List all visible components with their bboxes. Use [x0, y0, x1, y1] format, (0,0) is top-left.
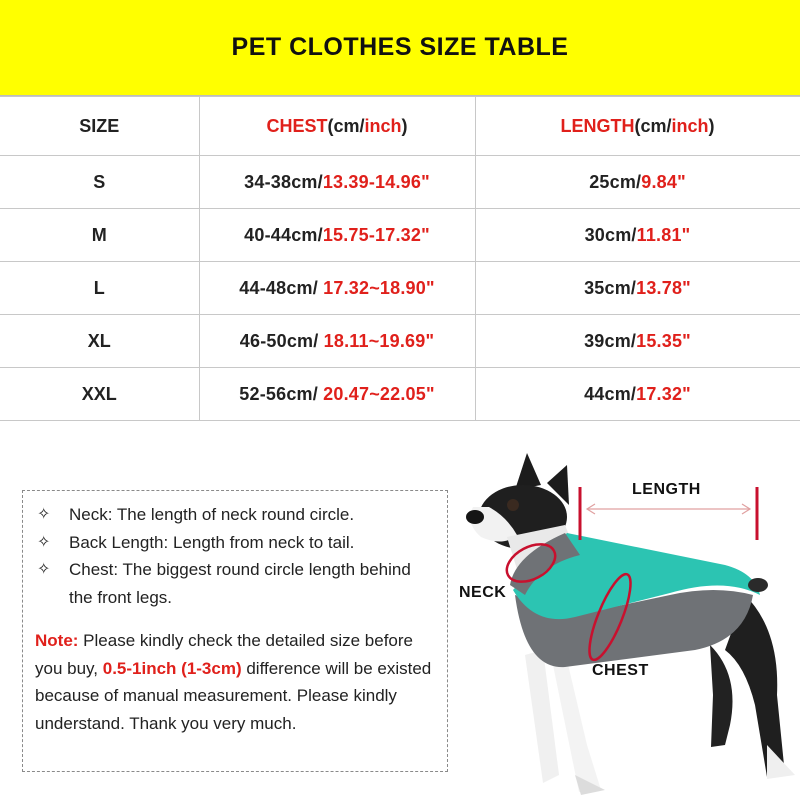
note-paragraph: Note: Please kindly check the detailed size before you buy, 0.5-1inch (1-3cm) difference will be existed because of manual measurement. Please kindly understand. Thank you very much.	[35, 631, 432, 733]
header-chest: CHEST(cm/inch)	[199, 97, 475, 156]
length-cell: 30cm/11.81"	[475, 209, 800, 262]
chest-label: CHEST	[592, 662, 649, 679]
table-row	[0, 368, 800, 421]
table-row	[0, 209, 800, 262]
sparkle-icon: ✧	[37, 533, 51, 551]
size-cell: XXL	[0, 368, 199, 421]
bullet-text: Back Length: Length from neck to tail.	[69, 532, 355, 552]
length-cell: 25cm/9.84"	[475, 156, 800, 209]
size-cell: S	[0, 156, 199, 209]
table-header-row	[0, 97, 800, 156]
sparkle-icon: ✧	[37, 561, 51, 578]
table-row	[0, 156, 800, 209]
bullet-text: Chest: The biggest round circle length behind the front legs.	[69, 560, 411, 607]
header-length: LENGTH(cm/inch)	[475, 97, 800, 156]
title-banner	[0, 0, 800, 96]
length-cell: 35cm/13.78"	[475, 262, 800, 315]
note-label: Note:	[35, 631, 79, 650]
sparkle-icon: ✧	[37, 506, 51, 523]
chest-cell: 46-50cm/ 18.11~19.69"	[199, 315, 475, 368]
chest-cell: 34-38cm/13.39-14.96"	[199, 156, 475, 209]
neck-label: NECK	[459, 584, 507, 601]
size-cell: L	[0, 262, 199, 315]
bullet-back-length	[35, 529, 435, 557]
bullet-text: Neck: The length of neck round circle.	[69, 505, 355, 524]
note-highlight: 0.5-1inch (1-3cm)	[102, 658, 242, 678]
length-arrow	[587, 504, 750, 514]
length-cell: 44cm/17.32"	[475, 368, 800, 421]
chest-cell: 44-48cm/ 17.32~18.90"	[199, 262, 475, 315]
header-size: SIZE	[0, 97, 199, 156]
bullet-chest	[35, 556, 435, 611]
dog-measurement-figure	[455, 445, 800, 800]
size-cell: M	[0, 209, 199, 262]
dog-icon	[466, 453, 795, 795]
page-title: PET CLOTHES SIZE TABLE	[231, 33, 569, 61]
chest-cell: 40-44cm/15.75-17.32"	[199, 209, 475, 262]
size-table	[0, 96, 800, 421]
length-label: LENGTH	[632, 481, 701, 498]
table-row	[0, 262, 800, 315]
length-cell: 39cm/15.35"	[475, 315, 800, 368]
size-cell: XL	[0, 315, 199, 368]
chest-cell: 52-56cm/ 20.47~22.05"	[199, 368, 475, 421]
measurement-notes-box	[22, 490, 448, 772]
table-row	[0, 315, 800, 368]
dog-illustration	[455, 445, 800, 800]
bullet-neck	[35, 501, 435, 529]
